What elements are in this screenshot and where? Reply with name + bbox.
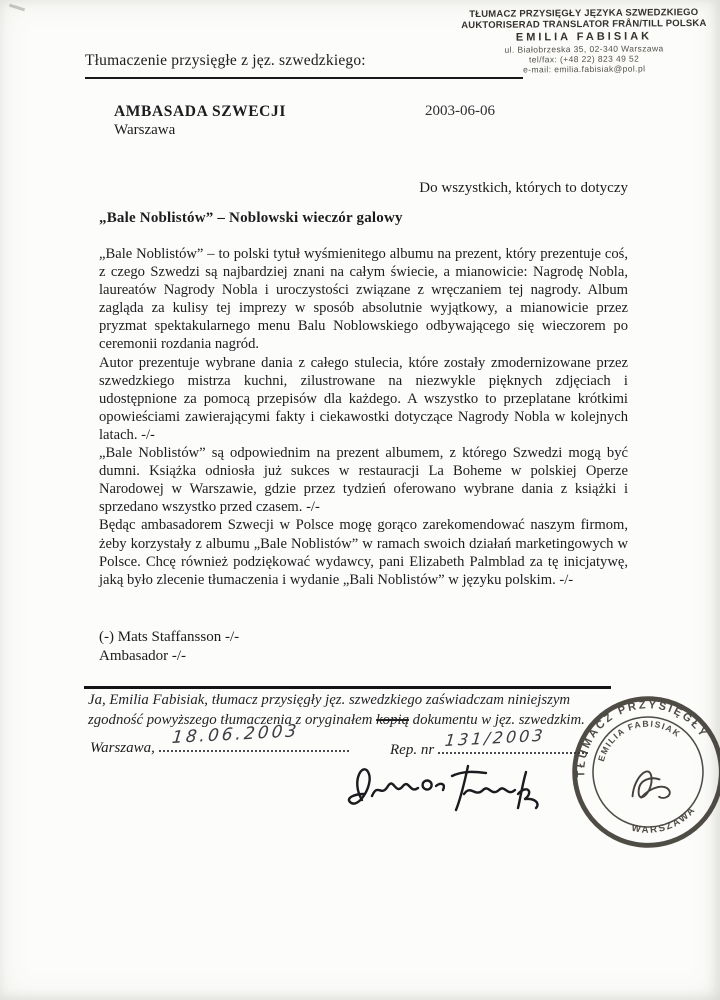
certification-statement [88,691,628,730]
signatory-name: (-) Mats Staffansson -/- [99,629,240,645]
sender-name: AMBASADA SZWECJI [114,103,286,120]
certification-text: Ja, Emilia Fabisiak, tłumacz przysięgły jęz. szwedzkiego zaświadczam niniejszym zgodność powyższego tłumaczenia z oryginałem [88,692,571,728]
certification-rule [84,686,611,689]
translator-title-pl: TŁUMACZ PRZYSIĘGŁY JĘZYKA SZWEDZKIEGO [469,7,699,21]
place-label: Warszawa, [90,740,155,756]
translator-name: EMILIA FABISIAK [515,30,653,45]
handwritten-date: 18.06.2003 [170,721,301,748]
body-paragraph: Będąc ambasadorem Szwecji w Polsce mogę gorąco zarekomendować naszym firmom, żeby korzystały z albumu „Bale Noblistów” w ramach swoich działań marketingowych w Polsce. Chcę również podziękować wydawcy, pani Elizabeth Palmblad za tę inicjatywę, jaką było zlecenie tłumaczenia i wydanie „Bali Noblistów” w języku polskim. -/- [99,517,628,588]
svg-text:WARSZAWA [628,802,702,843]
translator-address: ul. Białobrzeska 35, 02-340 Warszawa [504,43,664,56]
signoff-block [99,628,239,666]
stamp-text-bottom: WARSZAWA [630,804,699,836]
header-rule [85,77,523,79]
translator-phone: tel/fax: (+48 22) 823 49 52 [528,53,640,65]
translator-email: e-mail: emilia.fabisiak@pol.pl [523,63,646,75]
translation-type-label: Tłumaczenie przysięgłe z jęz. szwedzkiego: [85,52,366,69]
letter-body [99,245,628,589]
body-paragraph: Autor prezentuje wybrane dania z całego stulecia, które zostały zmodernizowane przez szwedzkiego mistrza kuchni, zilustrowane na niezwykle pięknych zdjęciach i udostępnione za pomocą przepisów dla każdego. A wszystko to przeplatane krótkimi opowieściami zawierającymi fakty i ciekawostki dotyczące Nagrody Nobla w kolejnych latach. -/- [99,354,628,443]
stamp-text-top: TŁUMACZ PRZYSIĘGŁY [575,699,710,778]
scan-artifact [9,4,25,12]
stamp-paraph [627,767,671,808]
stamp-text-inner: EMILIA FABISIAK [595,718,683,763]
translator-header-stamp [454,7,715,76]
struck-word: kopią [376,711,409,728]
certification-text: dokumentu w jęz. szwedzkim. [408,711,585,728]
place-date-line [90,721,349,757]
handwritten-signature [340,752,570,824]
signatory-title: Ambasador -/- [99,648,187,664]
body-paragraph: „Bale Noblistów” są odpowiednim na prezent albumem, z którego Szwedzi mogą być dumni. Książka odniosła już sukces w restauracji La Boheme w polskiej Operze Narodowej w Warszawie, gdzie przez tydzień oferowano wybrane dania z książki i sprzedano wszystko przed czasem. -/- [99,445,628,516]
letter-date: 2003-06-06 [425,103,495,119]
round-stamp [566,690,720,854]
letter-subject: „Bale Noblistów” – Noblowski wieczór galowy [99,210,403,226]
salutation: Do wszystkich, których to dotyczy [419,180,628,196]
handwritten-rep-number: 131/2003 [444,725,547,750]
sender-city: Warszawa [114,122,176,138]
date-dotted-line [159,721,349,752]
translator-title-sv: AUKTORISERAD TRANSLATOR FRÅN/TILL POLSKA [461,18,707,32]
rep-label: Rep. nr [390,742,435,758]
body-paragraph: „Bale Noblistów” – to polski tytuł wyśmienitego albumu na prezent, który prezentuje coś, z czego Szwedzi są najbardziej znani na całym świecie, a mianowicie: Nagrodę Nobla, laureatów Nagrody Nobla i uroczystości związane z wręczaniem tej nagrody. Album zagląda za kulisy tej imprezy w sposób absolutnie wyjątkowy, a mianowicie przez pryzmat spektakularnego menu Balu Noblowskiego odbywającego się wieczorem po ceremonii rozdania nagród. [99,246,628,353]
